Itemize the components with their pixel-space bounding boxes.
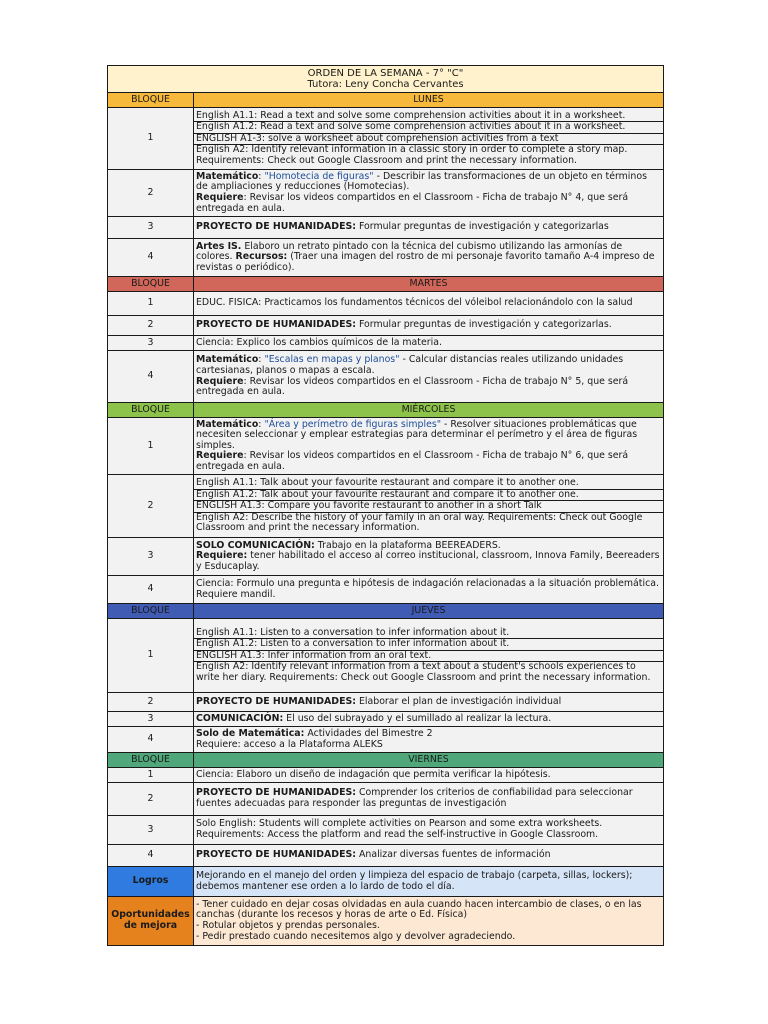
subject-label: Matemático <box>196 418 259 430</box>
logros-row <box>108 867 664 897</box>
block-number: 2 <box>108 475 194 538</box>
english-a12-line: English A1.2: Listen to a conversation to infer information about it. <box>194 638 663 650</box>
requirement-label: Requiere <box>196 450 244 462</box>
block-row <box>108 783 664 816</box>
bloque-header: BLOQUE <box>108 93 194 108</box>
block-text: Analizar diversas fuentes de información <box>355 849 551 861</box>
day-name-viernes: VIERNES <box>194 753 664 768</box>
schedule-title: ORDEN DE LA SEMANA - 7° "C" <box>307 68 464 79</box>
block-number: 1 <box>108 418 194 475</box>
block-number: 2 <box>108 693 194 712</box>
oportunidad-item: - Tener cuidado en dejar cosas olvidadas en aula cuando hacen intercambio de clases, o en las canchas (durante los recesos y horas de arte o Ed. Física) <box>196 898 642 921</box>
block-number: 4 <box>108 727 194 753</box>
block-row <box>108 538 664 576</box>
english-a2-line: English A2: Identify relevant information in a classic story in order to complete a story map. Requirements: Check out Google Classroom and print the necessary information. <box>194 144 663 166</box>
day-header-miercoles <box>108 403 664 418</box>
english-a11-line: English A1.1: Talk about your favourite restaurant and compare it to another one. <box>196 477 579 489</box>
logros-label: Logros <box>108 867 194 897</box>
block-content <box>194 108 664 170</box>
resources-label: Recursos: <box>235 251 288 263</box>
block-content <box>194 712 664 727</box>
english-a2-line: English A2: Identify relevant information from a text about a student's schools experiences to write her diary. Requirements: Check out Google Classroom and print the necessary information. <box>194 661 663 683</box>
block-number: 1 <box>108 768 194 783</box>
oportunidades-label: Oportunidades de mejora <box>108 897 194 946</box>
requirement-label: Requiere: <box>196 550 248 562</box>
block-row <box>108 336 664 351</box>
topic-description: - Describir las transformaciones de un objeto en términos de ampliaciones y reducciones (Homotecias). <box>196 170 647 193</box>
block-number: 2 <box>108 316 194 336</box>
english-a11-line: English A1.1: Listen to a conversation to infer information about it. <box>196 626 510 638</box>
requirement-label: Requiere <box>196 375 244 387</box>
sheet-title <box>108 66 664 93</box>
requirement-text: Requiere: acceso a la Plataforma ALEKS <box>196 738 383 750</box>
day-name-martes: MARTES <box>194 277 664 292</box>
block-text: Trabajo en la plataforma BEEREADERS. <box>314 539 501 551</box>
block-text: Elaboro un retrato pintado con la técnica del cubismo utilizando las armonías de colores. <box>196 240 623 263</box>
block-content <box>194 619 664 693</box>
english-a11-line: English A1.1: Read a text and solve some comprehension activities about it in a worksheet. <box>196 109 626 121</box>
topic-title: "Área y perímetro de figuras simples" <box>264 418 442 430</box>
resources-text: (Traer una imagen del rostro de mi personaje favorito tamaño A-4 impreso de revistas o periódico). <box>196 251 655 273</box>
subject-label: Matemático <box>196 170 259 182</box>
block-text: Solo English: Students will complete activities on Pearson and some extra worksheets. <box>196 818 603 830</box>
block-text: Formular preguntas de investigación y categorizarlas. <box>355 319 612 331</box>
requirement-text: : Revisar los videos compartidos en el Classroom - Ficha de trabajo N° 6, que será entregada en aula. <box>196 450 629 472</box>
block-content: Matemático: "Área y perímetro de figuras simples" - Resolver situaciones problemáticas que necesiten seleccionar y emplear estrategias para determinar el perímetro y el área de figuras simples. Requiere: Revisar los videos compartidos en el Classroom - Ficha de trabajo N° 6, que será entregada en aula. <box>194 418 664 475</box>
day-name-lunes: LUNES <box>194 93 664 108</box>
block-text: EDUC. FISICA: Practicamos los fundamentos técnicos del vóleibol relacionándolo con la salud <box>194 292 664 316</box>
subject-label: PROYECTO DE HUMANIDADES: <box>196 849 356 861</box>
block-number: 3 <box>108 712 194 727</box>
block-text: Comprender los criterios de confiabilidad para seleccionar fuentes adecuadas para responder las preguntas de investigación <box>196 787 633 809</box>
block-row <box>108 845 664 867</box>
bloque-header: BLOQUE <box>108 403 194 418</box>
subject-label: PROYECTO DE HUMANIDADES: <box>196 787 356 799</box>
block-number: 2 <box>108 783 194 816</box>
subject-label: SOLO COMUNICACIÓN: <box>196 539 315 551</box>
block-row <box>108 712 664 727</box>
bloque-header: BLOQUE <box>108 604 194 619</box>
block-row <box>108 576 664 604</box>
logros-text: Mejorando en el manejo del orden y limpieza del espacio de trabajo (carpeta, sillas, lockers); debemos mantener ese orden a lo lardo de todo el día. <box>194 867 664 897</box>
block-content <box>194 816 664 845</box>
english-a12-line: English A1.2: Talk about your favourite restaurant and compare it to another one. <box>194 489 663 501</box>
block-row <box>108 693 664 712</box>
requirement-text: tener habilitado el acceso al correo institucional, classroom, Innova Family, Beereaders y Esducaplay. <box>196 550 660 572</box>
topic-description: - Resolver situaciones problemáticas que necesiten seleccionar y emplear estrategias para determinar el perímetro y el área de figuras simples. <box>196 418 638 451</box>
requirement-text: Requirements: Access the platform and read the self-instructive in Google Classroom. <box>196 829 599 840</box>
tutor-name: Tutora: Leny Concha Cervantes <box>307 79 464 90</box>
block-content <box>194 727 664 753</box>
block-content: Matemático: "Homotecia de figuras" - Describir las transformaciones de un objeto en términos de ampliaciones y reducciones (Homotecias). Requiere: Revisar los videos compartidos en el Classroom - Ficha de trabajo N° 4, que será entregada en aula. <box>194 170 664 217</box>
block-row <box>108 418 664 475</box>
block-row <box>108 239 664 277</box>
block-text: El uso del subrayado y el sumillado al realizar la lectura. <box>283 712 552 724</box>
oportunidad-item: - Rotular objetos y prendas personales. <box>196 920 380 931</box>
block-content <box>194 316 664 336</box>
subject-label: COMUNICACIÓN: <box>196 712 284 724</box>
block-row <box>108 816 664 845</box>
block-number: 3 <box>108 336 194 351</box>
block-content <box>194 217 664 239</box>
block-row <box>108 170 664 217</box>
topic-description: - Calcular distancias reales utilizando unidades cartesianas, planos o mapas a escala. <box>196 354 624 376</box>
block-number: 1 <box>108 292 194 316</box>
bloque-header: BLOQUE <box>108 753 194 768</box>
block-number: 4 <box>108 845 194 867</box>
subject-label: Artes IS. <box>196 240 242 252</box>
subject-label: PROYECTO DE HUMANIDADES: <box>196 221 356 233</box>
block-content <box>194 845 664 867</box>
block-text: Ciencia: Elaboro un diseño de indagación que permita verificar la hipótesis. <box>194 768 664 783</box>
requirement-text: : Revisar los videos compartidos en el Classroom - Ficha de trabajo N° 5, que será entregada en aula. <box>196 375 629 398</box>
english-a12-line: English A1.2: Read a text and solve some comprehension activities about it in a worksheet. <box>194 121 663 133</box>
oportunidad-item: - Pedir prestado cuando necesitemos algo y devolver agradeciendo. <box>196 930 516 942</box>
block-text: Elaborar el plan de investigación individual <box>355 695 562 707</box>
subject-label: Matemático <box>196 354 259 366</box>
day-header-jueves <box>108 604 664 619</box>
block-row <box>108 475 664 538</box>
block-number: 4 <box>108 576 194 604</box>
block-content <box>194 475 664 538</box>
weekly-schedule-table <box>107 65 664 946</box>
block-row <box>108 108 664 170</box>
day-header-lunes <box>108 93 664 108</box>
oportunidades-row <box>108 897 664 946</box>
subject-label: PROYECTO DE HUMANIDADES: <box>196 695 356 707</box>
day-header-martes <box>108 277 664 292</box>
block-content <box>194 693 664 712</box>
subject-label: PROYECTO DE HUMANIDADES: <box>196 319 356 331</box>
block-content <box>194 239 664 277</box>
block-text: Actividades del Bimestre 2 <box>304 727 433 739</box>
oportunidades-content <box>194 897 664 946</box>
block-number: 3 <box>108 217 194 239</box>
subject-label: Solo de Matemática: <box>196 727 305 739</box>
day-name-miercoles: MIÉRCOLES <box>194 403 664 418</box>
english-a2-line: English A2: Describe the history of your family in an oral way. Requirements: Check out Google Classroom and print the necessary information. <box>194 512 663 534</box>
block-content <box>194 538 664 576</box>
block-text: Ciencia: Explico los cambios químicos de la materia. <box>194 336 664 351</box>
day-header-viernes <box>108 753 664 768</box>
requirement-text: : Revisar los videos compartidos en el Classroom - Ficha de trabajo N° 4, que será entregada en aula. <box>196 192 629 214</box>
block-number: 1 <box>108 108 194 170</box>
block-row <box>108 768 664 783</box>
english-a13-line: ENGLISH A1-3: solve a worksheet about comprehension activities from a text <box>194 133 663 145</box>
block-number: 3 <box>108 538 194 576</box>
topic-title: "Homotecia de figuras" <box>264 170 374 182</box>
block-number: 1 <box>108 619 194 693</box>
block-number: 4 <box>108 239 194 277</box>
block-row <box>108 316 664 336</box>
block-number: 3 <box>108 816 194 845</box>
english-a13-line: ENGLISH A1.3: Infer information from an oral text. <box>194 650 663 662</box>
block-row <box>108 727 664 753</box>
block-row <box>108 292 664 316</box>
block-number: 2 <box>108 170 194 217</box>
block-text: Ciencia: Formulo una pregunta e hipótesis de indagación relacionadas a la situación problemática. Requiere mandil. <box>194 576 664 604</box>
block-number: 4 <box>108 351 194 403</box>
block-content <box>194 783 664 816</box>
block-content: Matemático: "Escalas en mapas y planos" - Calcular distancias reales utilizando unidades cartesianas, planos o mapas a escala. Requiere: Revisar los videos compartidos en el Classroom - Ficha de trabajo N° 5, que será entregada en aula. <box>194 351 664 403</box>
day-name-jueves: JUEVES <box>194 604 664 619</box>
bloque-header: BLOQUE <box>108 277 194 292</box>
block-row <box>108 351 664 403</box>
block-row <box>108 619 664 693</box>
requirement-label: Requiere <box>196 192 244 203</box>
block-text: Formular preguntas de investigación y categorizarlas <box>355 221 609 233</box>
block-row <box>108 217 664 239</box>
topic-title: "Escalas en mapas y planos" <box>264 354 400 366</box>
english-a13-line: ENGLISH A1.3: Compare you favorite restaurant to another in a short Talk <box>194 500 663 512</box>
